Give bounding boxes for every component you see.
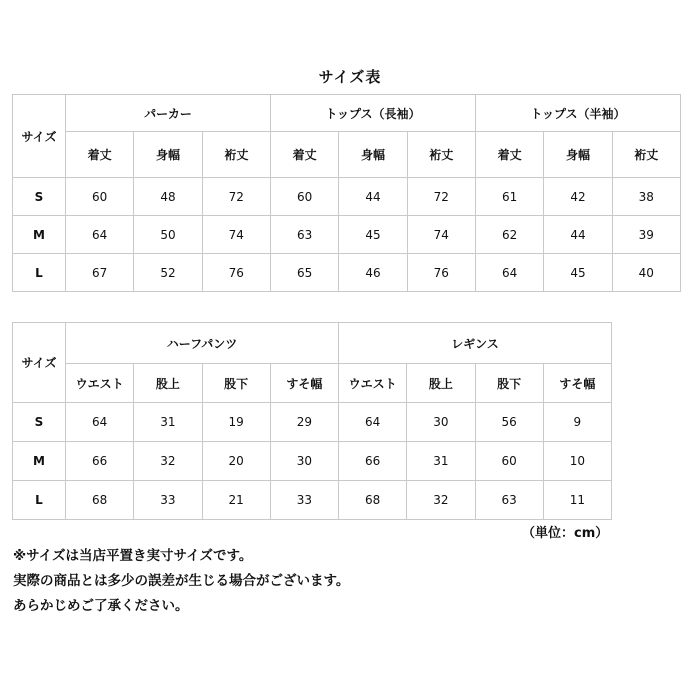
value-cell: 72	[407, 178, 475, 216]
value-cell: 45	[339, 216, 407, 254]
size-cell: L	[13, 254, 66, 292]
value-cell: 64	[339, 403, 407, 442]
value-cell: 64	[66, 216, 134, 254]
value-cell: 68	[66, 481, 134, 520]
value-cell: 60	[475, 442, 543, 481]
value-cell: 30	[270, 442, 338, 481]
value-cell: 44	[339, 178, 407, 216]
size-table-tops	[12, 94, 681, 292]
column-header: 身幅	[134, 132, 202, 178]
size-header: サイズ	[13, 323, 66, 403]
column-header: 着丈	[66, 132, 134, 178]
value-cell: 74	[407, 216, 475, 254]
value-cell: 60	[66, 178, 134, 216]
size-cell: S	[13, 178, 66, 216]
notes-block	[13, 544, 349, 619]
note-line: あらかじめご了承ください。	[13, 598, 189, 614]
value-cell: 31	[134, 403, 202, 442]
size-cell: M	[13, 216, 66, 254]
value-cell: 64	[66, 403, 134, 442]
table-row	[13, 442, 612, 481]
group-header-leggings: レギンス	[339, 323, 612, 364]
value-cell: 48	[134, 178, 202, 216]
table-row	[13, 481, 612, 520]
value-cell: 56	[475, 403, 543, 442]
value-cell: 29	[270, 403, 338, 442]
value-cell: 52	[134, 254, 202, 292]
column-header: ウエスト	[339, 364, 407, 403]
group-header-longsleeve: トップス（長袖）	[270, 95, 475, 132]
value-cell: 21	[202, 481, 270, 520]
value-cell: 32	[134, 442, 202, 481]
column-header: すそ幅	[270, 364, 338, 403]
value-cell: 50	[134, 216, 202, 254]
size-cell: M	[13, 442, 66, 481]
value-cell: 66	[66, 442, 134, 481]
column-header: 股上	[134, 364, 202, 403]
column-header: 裄丈	[407, 132, 475, 178]
value-cell: 11	[543, 481, 611, 520]
column-header: 股上	[407, 364, 475, 403]
value-cell: 32	[407, 481, 475, 520]
column-header: 股下	[202, 364, 270, 403]
table-row	[13, 178, 681, 216]
value-cell: 40	[612, 254, 680, 292]
value-cell: 45	[544, 254, 612, 292]
column-header: ウエスト	[66, 364, 134, 403]
table-row	[13, 254, 681, 292]
note-line: ※サイズは当店平置き実寸サイズです。	[13, 548, 253, 564]
value-cell: 44	[544, 216, 612, 254]
group-header-halfpants: ハーフパンツ	[66, 323, 339, 364]
column-header: 股下	[475, 364, 543, 403]
table-row	[13, 403, 612, 442]
value-cell: 33	[270, 481, 338, 520]
table-row	[13, 216, 681, 254]
value-cell: 68	[339, 481, 407, 520]
value-cell: 20	[202, 442, 270, 481]
note-line: 実際の商品とは多少の誤差が生じる場合がございます。	[13, 573, 350, 589]
value-cell: 39	[612, 216, 680, 254]
value-cell: 76	[202, 254, 270, 292]
size-header: サイズ	[13, 95, 66, 178]
group-header-shortsleeve: トップス（半袖）	[475, 95, 680, 132]
value-cell: 63	[270, 216, 338, 254]
group-header-hoodie: パーカー	[66, 95, 271, 132]
value-cell: 19	[202, 403, 270, 442]
column-header: 裄丈	[202, 132, 270, 178]
value-cell: 38	[612, 178, 680, 216]
column-header: 着丈	[270, 132, 338, 178]
value-cell: 72	[202, 178, 270, 216]
value-cell: 64	[475, 254, 543, 292]
value-cell: 60	[270, 178, 338, 216]
value-cell: 9	[543, 403, 611, 442]
value-cell: 33	[134, 481, 202, 520]
value-cell: 10	[543, 442, 611, 481]
value-cell: 63	[475, 481, 543, 520]
value-cell: 74	[202, 216, 270, 254]
unit-note: （単位：cm）	[522, 526, 609, 541]
value-cell: 31	[407, 442, 475, 481]
value-cell: 61	[475, 178, 543, 216]
column-header: 裄丈	[612, 132, 680, 178]
column-header: 身幅	[339, 132, 407, 178]
column-header: すそ幅	[543, 364, 611, 403]
value-cell: 65	[270, 254, 338, 292]
value-cell: 42	[544, 178, 612, 216]
size-cell: S	[13, 403, 66, 442]
value-cell: 46	[339, 254, 407, 292]
value-cell: 67	[66, 254, 134, 292]
column-header: 身幅	[544, 132, 612, 178]
value-cell: 30	[407, 403, 475, 442]
value-cell: 66	[339, 442, 407, 481]
column-header: 着丈	[475, 132, 543, 178]
page-title: サイズ表	[318, 68, 382, 86]
size-cell: L	[13, 481, 66, 520]
value-cell: 62	[475, 216, 543, 254]
size-table-bottoms	[12, 322, 612, 520]
value-cell: 76	[407, 254, 475, 292]
